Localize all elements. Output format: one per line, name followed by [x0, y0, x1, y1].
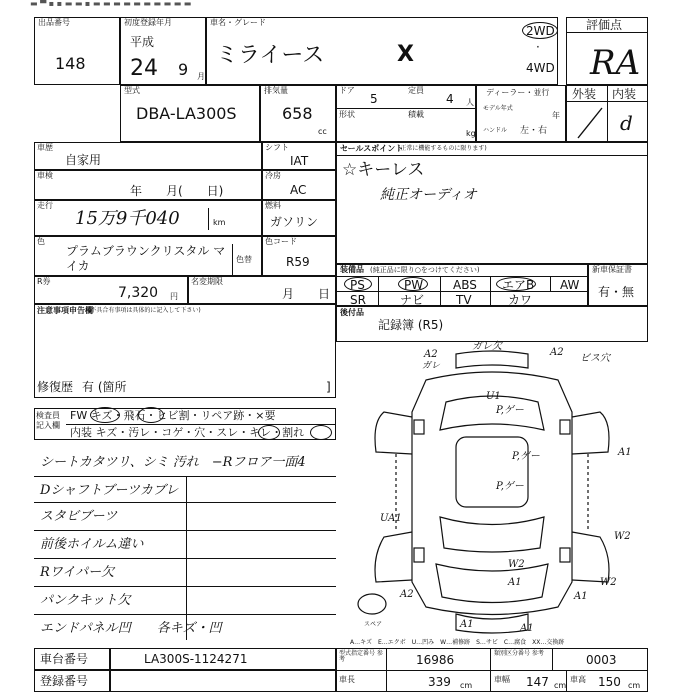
reg-date-label: 初度登録年月 — [124, 18, 172, 27]
lot-label: 出品番号 — [38, 18, 70, 27]
mileage: 15万9千040 — [75, 208, 180, 229]
interior-grade: d — [620, 111, 633, 135]
reg-month: 9 — [178, 60, 189, 79]
car-name: ミライース — [216, 43, 325, 68]
recycle-box — [34, 276, 188, 304]
top-strip: ▬ ▀ ▪ ▪ ▬ ▬ ▪ ▬ ▬ ▬ ▬ ▬ ▬ ▬ ▬ ▬ ▬ — [30, 0, 192, 8]
length: 339 — [428, 675, 451, 689]
repair-value: 有 (箇所 — [82, 380, 127, 394]
inspection: 年 月( 日) — [130, 184, 224, 198]
reg-year: 24 — [130, 56, 158, 81]
damage-diagram: スペア A2 ガレ ガレ欠 A2 ビス穴 U1 P,ゲー P,ゲー A1 P,ゲー UA1 W2 W2 A1 A1 A2 A1 A1 W2 — [336, 342, 648, 640]
type-cert: 16986 — [416, 653, 455, 667]
warranty: 有・無 — [598, 285, 635, 299]
car-outline — [336, 342, 648, 640]
color-code: R59 — [286, 255, 310, 269]
diagram-legend: A…キズ E…エクボ U…凹み W…補修跡 S…サビ C…腐食 XX…交換跡 — [350, 639, 565, 646]
score-label: 評価点 — [586, 18, 623, 32]
lot-box — [34, 17, 120, 85]
height: 150 — [598, 675, 621, 689]
model-label: 型式 — [124, 86, 140, 95]
ac: AC — [290, 183, 307, 197]
model-code: DBA-LA300S — [136, 104, 237, 123]
equip-pw: PW — [404, 278, 424, 292]
displacement: 658 — [282, 104, 313, 123]
car-name-label: 車名・グレード — [210, 18, 266, 27]
color: プラムブラウンクリスタル マイカ — [66, 244, 226, 273]
history: 自家用 — [65, 153, 102, 167]
era: 平成 — [130, 35, 155, 49]
equip-sr: SR — [350, 293, 366, 307]
chassis-number: LA300S-1124271 — [144, 652, 248, 666]
exterior-slash — [575, 105, 605, 140]
recycle-fee: 7,320 — [118, 285, 159, 301]
equip-airbag: エアB — [502, 278, 535, 292]
equip-navi: ナビ — [400, 293, 425, 307]
width: 147 — [526, 675, 549, 689]
grade: X — [397, 42, 414, 67]
repair-label: 修復歴 — [37, 380, 74, 394]
notes-box — [34, 304, 336, 398]
category: 0003 — [586, 653, 617, 667]
sales-line2: 純正オーディオ — [380, 187, 477, 203]
drive-2wd: 2WD — [526, 24, 555, 38]
shift: IAT — [290, 154, 309, 168]
fuel: ガソリン — [270, 215, 319, 229]
equip-tv: TV — [456, 293, 472, 307]
handle-value: 左・右 — [520, 126, 548, 136]
inspector-row1: FW キズ・飛石・ヒビ割・リペア跡・×要 — [70, 409, 276, 422]
aftermarket-value: 記録簿 (R5) — [378, 318, 444, 332]
displacement-label: 排気量 — [264, 86, 288, 95]
reg-no-box — [110, 670, 336, 692]
doors: 5 — [370, 92, 378, 106]
score-value: RA — [590, 43, 641, 83]
month-suffix: 月 — [197, 72, 205, 81]
equip-leather: カワ — [508, 293, 533, 307]
equip-ps: PS — [350, 278, 365, 292]
equip-abs: ABS — [453, 278, 477, 292]
capacity: 4 — [446, 92, 454, 106]
lot-number: 148 — [55, 54, 86, 73]
equip-aw: AW — [560, 278, 580, 292]
door-capacity-box — [336, 85, 476, 142]
inspector-row2: 内装 キズ・汚レ・コゲ・穴・スレ・キレ・割れ — [70, 426, 305, 439]
drive-4wd: 4WD — [526, 61, 555, 75]
sales-line1: ☆キーレス — [342, 160, 425, 180]
auction-sheet: ▬ ▀ ▪ ▪ ▬ ▬ ▪ ▬ ▬ ▬ ▬ ▬ ▬ ▬ ▬ ▬ ▬ 出品番号 148 初度登録年月 平成 24 9 月 車名・グレード ミライース X 2WD · 4WD 評価点 RA 型式 DBA-LA300S 排気量 658 cc ドア 5 定員 4 人 形状 積載 kg ディーラー・並行 モデル年式 年 ハンドル 左・右 外装 内装 d 車歴 自家用 車検 年 月( 日) 走行 15万9千040 km 色 プラムブラウンクリスタル マイカ 色替 R券 7,320 円 名変期限 月 日 注意事項申告欄 (不具合有事項は具体的に記入して下さい) 修復歴 有 (箇所 ] 検査員記入欄 FW キズ・飛石・ヒビ割・リペア跡・×要 内装 キズ・汚レ・コゲ・穴・スレ・キレ・割れ シートカタツリ、シミ 汚れ −Rフロア一面4 Dシャフトブーツカブレ スタビブーツ 前後ホイルム違い Rワイパー欠 パンクキット欠 エンドパネル凹 各キズ・凹 シフト IAT 冷房 AC 燃料 ガソリン 色コード R59 セールスポイント (正常に機能するものに限ります) ☆キーレス 純正オーディオ 装備品 (純正品に限り○をつけてください) PS PW ABS エアB AW SR ナビ TV カワ 新車保証書 有・無 後付品 記録簿 (R5) スペア A2 ガレ ガレ欠 A2 ビス穴 U1 P,ゲー P,ゲー A1 P,ゲー UA1 W2 W2 A1 A1 A2 A1 A1 W2 A…キズ E…エクボ U…凹み W…補修跡 S…サビ C…腐食 XX…交換跡 車台番号 LA300S-1124271 登録番号 型式指定番号 参考 16986 類別区分番号 参考 0003 車長 339 cm 車幅 147 cm 車高 150 cm — [0, 0, 700, 700]
